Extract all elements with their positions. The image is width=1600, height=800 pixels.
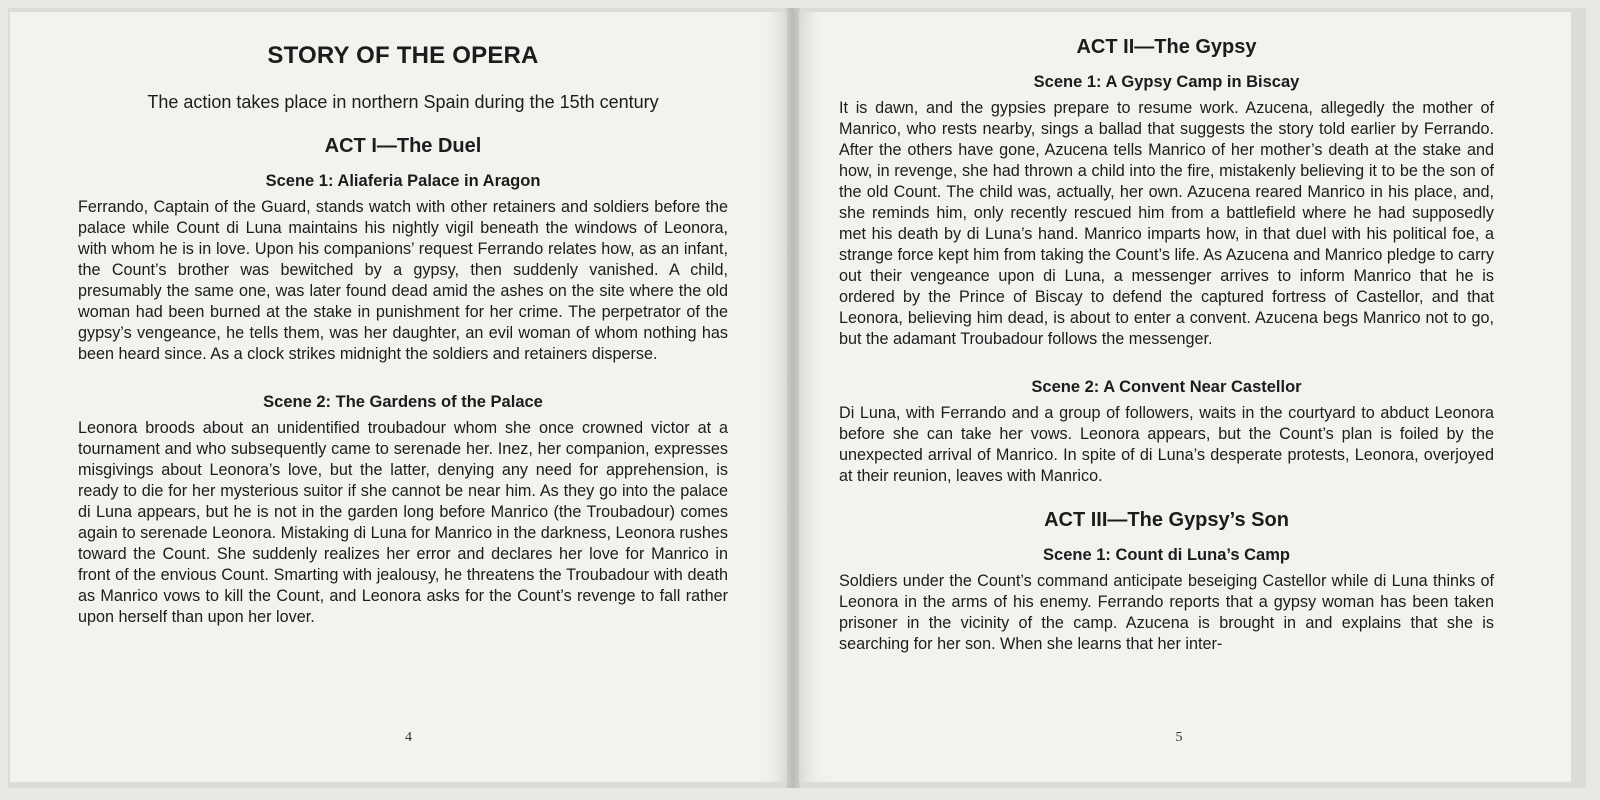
left-page-content (78, 12, 728, 628)
act-3-scene-1-text: Soldiers under the Count’s command anticipate beseiging Castellor while di Luna thinks of Leonora in the arms of his enemy. Ferrando reports that a gypsy woman has been taken prisoner in the vicinity of the camp. Azucena is brought in and explains that she is searching for her son. When she learns that her inter- (839, 572, 1494, 653)
act-1-scene-2-heading: Scene 2: The Gardens of the Palace (263, 393, 543, 411)
act-2-scene-2-heading: Scene 2: A Convent Near Castellor (1031, 378, 1302, 396)
page-title: STORY OF THE OPERA (267, 42, 539, 69)
booklet-spread (8, 8, 1586, 788)
act-2-heading: ACT II—The Gypsy (1076, 36, 1257, 58)
act-2-scene-2-text: Di Luna, with Ferrando and a group of followers, waits in the courtyard to abduct Leonora before she can take her vows. Leonora appears, but the Count’s plan is foiled by the unexpected arrival of Manrico. In spite of di Luna’s desperate protests, Leonora, overjoyed at their reunion, leaves with Manrico. (839, 404, 1494, 485)
act-1-scene-2-text: Leonora broods about an unidentified troubadour whom she once crowned victor at a tournament and who subsequently came to serenade her. Inez, her companion, expresses misgivings about Leonora’s love, but the latter, denying any need for apprehension, is ready to die for her mysterious suitor if she cannot be near him. As they go into the palace di Luna appears, but he is not in the garden long before Manrico (the Troubadour) comes again to serenade Leonora. Mistaking di Luna for Manrico in the darkness, Leonora rushes toward the Count. She suddenly realizes her error and declares her love for Manrico in front of the envious Count. Smarting with jealousy, he threatens the Troubadour with death as Manrico vows to kill the Count, and Leonora asks for the Count’s revenge to fall rather upon herself than upon her lover. (78, 419, 728, 626)
setting-subtitle: The action takes place in northern Spain during the 15th century (147, 92, 659, 112)
act-1-heading: ACT I—The Duel (324, 135, 482, 157)
act-2-scene-1-heading: Scene 1: A Gypsy Camp in Biscay (1033, 73, 1300, 91)
spacer (78, 365, 728, 379)
act-1-scene-1-text: Ferrando, Captain of the Guard, stands watch with other retainers and soldiers before the palace while Count di Luna maintains his nightly vigil beneath the windows of Leonora, with whom he is in love. Upon his companions’ request Ferrando relates how, as an infant, the Count’s brother was bewitched by a gypsy, then suddenly vanished. A child, presumably the same one, was later found dead amid the ashes on the site where the old woman had been burned at the stake in punishment for her crime. The perpetrator of the gypsy’s vengeance, he tells them, was her daughter, an evil woman of whom nothing has been heard since. As a clock strikes midnight the soldiers and retainers disperse. (78, 198, 728, 363)
page-number-left: 4 (405, 730, 412, 745)
act-1-scene-1-heading: Scene 1: Aliaferia Palace in Aragon (265, 172, 541, 190)
act-3-scene-1-heading: Scene 1: Count di Luna’s Camp (1043, 546, 1290, 564)
act-2-scene-1-text: It is dawn, and the gypsies prepare to resume work. Azucena, allegedly the mother of Manrico, who rests nearby, sings a ballad that suggests the story told earlier by Ferrando. After the others have gone, Azucena tells Manrico of her mother’s death at the stake and how, in revenge, she had thrown a child into the fire, mistakenly believing it to be the son of the old Count. The child was, actually, her own. Azucena reared Manrico in his place, and, she reminds him, only recently rescued him from a battlefield where he had supposedly met his death by di Luna’s hand. Manrico imparts how, in that duel with his political foe, a strange force kept him from taking the Count’s life. As Azucena and Manrico pledge to carry out their vengeance upon di Luna, a messenger arrives to inform Manrico that he is ordered by the Prince of Biscay to defend the captured fortress of Castellor, and that Leonora, believing him dead, is about to enter a convent. Azucena begs Manrico not to go, but the adamant Troubadour follows the messenger. (839, 99, 1494, 348)
book-gutter (786, 8, 800, 788)
right-page (799, 12, 1571, 782)
right-page-content (839, 12, 1494, 655)
page-number-right: 5 (1175, 730, 1183, 745)
left-page (10, 12, 787, 782)
spacer (839, 350, 1494, 364)
act-3-heading: ACT III—The Gypsy’s Son (1044, 509, 1289, 531)
